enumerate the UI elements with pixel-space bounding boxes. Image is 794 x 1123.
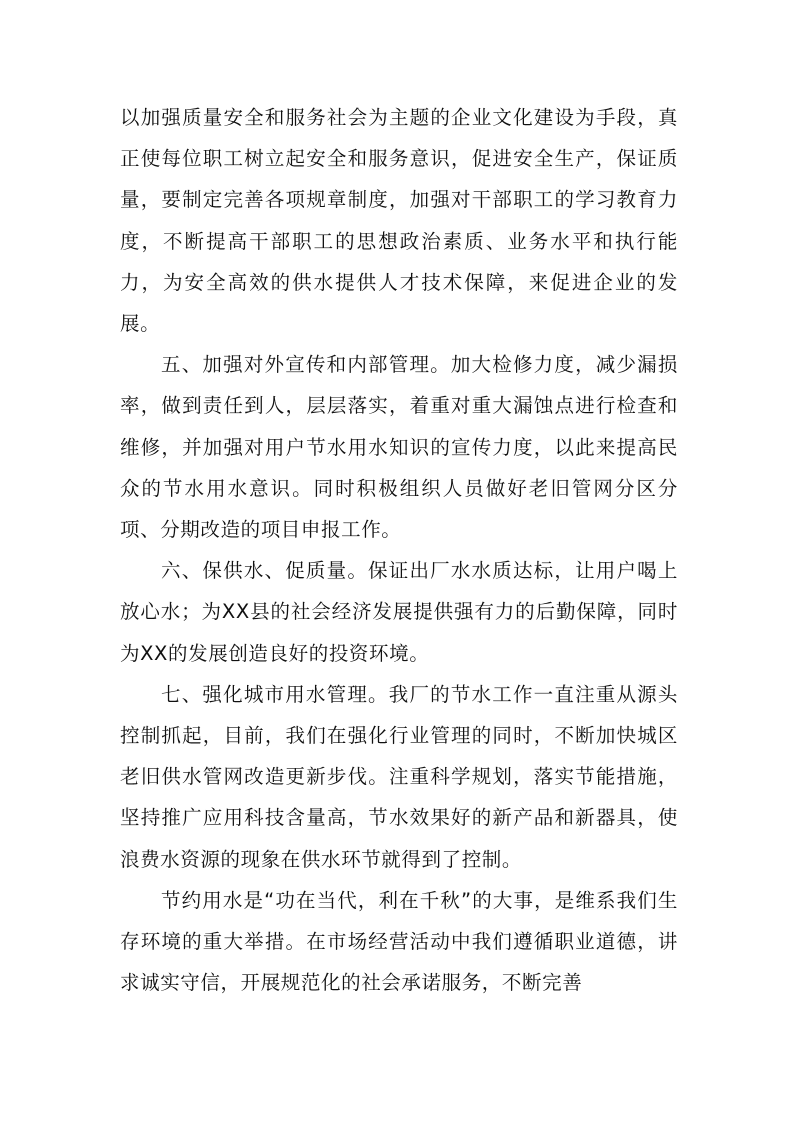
paragraph-section-seven: 七、强化城市用水管理。我厂的节水工作一直注重从源头控制抓起，目前，我们在强化行业管理的同时，不断加快城区老旧供水管网改造更新步伐。注重科学规划，落实节能措施，坚持推广应用科技含量高，节水效果好的新产品和新器具，使浪费水资源的现象在供水环节就得到了控制。 (120, 682, 678, 871)
paragraph-continuation: 以加强质量安全和服务社会为主题的企业文化建设为手段，真正使每位职工树立起安全和服务意识，促进安全生产，保证质量，要制定完善各项规章制度，加强对干部职工的学习教育力度，不断提高干部职工的思想政治素质、业务水平和执行能力，为安全高效的供水提供人才技术保障，来促进企业的发展。 (120, 106, 678, 336)
paragraph-water-saving: 节约用水是“功在当代，利在千秋”的大事，是维系我们生存环境的重大举措。在市场经营活动中我们遵循职业道德，讲求诚实守信，开展规范化的社会承诺服务，不断完善 (120, 888, 678, 995)
paragraph-section-five: 五、加强对外宣传和内部管理。加大检修力度，减少漏损率，做到责任到人，层层落实，着重对重大漏蚀点进行检查和维修，并加强对用户节水用水知识的宣传力度，以此来提高民众的节水用水意识。同时积极组织人员做好老旧管网分区分项、分期改造的项目申报工作。 (120, 353, 678, 542)
paragraph-section-six: 六、保供水、促质量。保证出厂水水质达标，让用户喝上放心水；为XX县的社会经济发展提供强有力的后勤保障，同时为XX的发展创造良好的投资环境。 (120, 559, 678, 665)
document-body (120, 97, 678, 1003)
